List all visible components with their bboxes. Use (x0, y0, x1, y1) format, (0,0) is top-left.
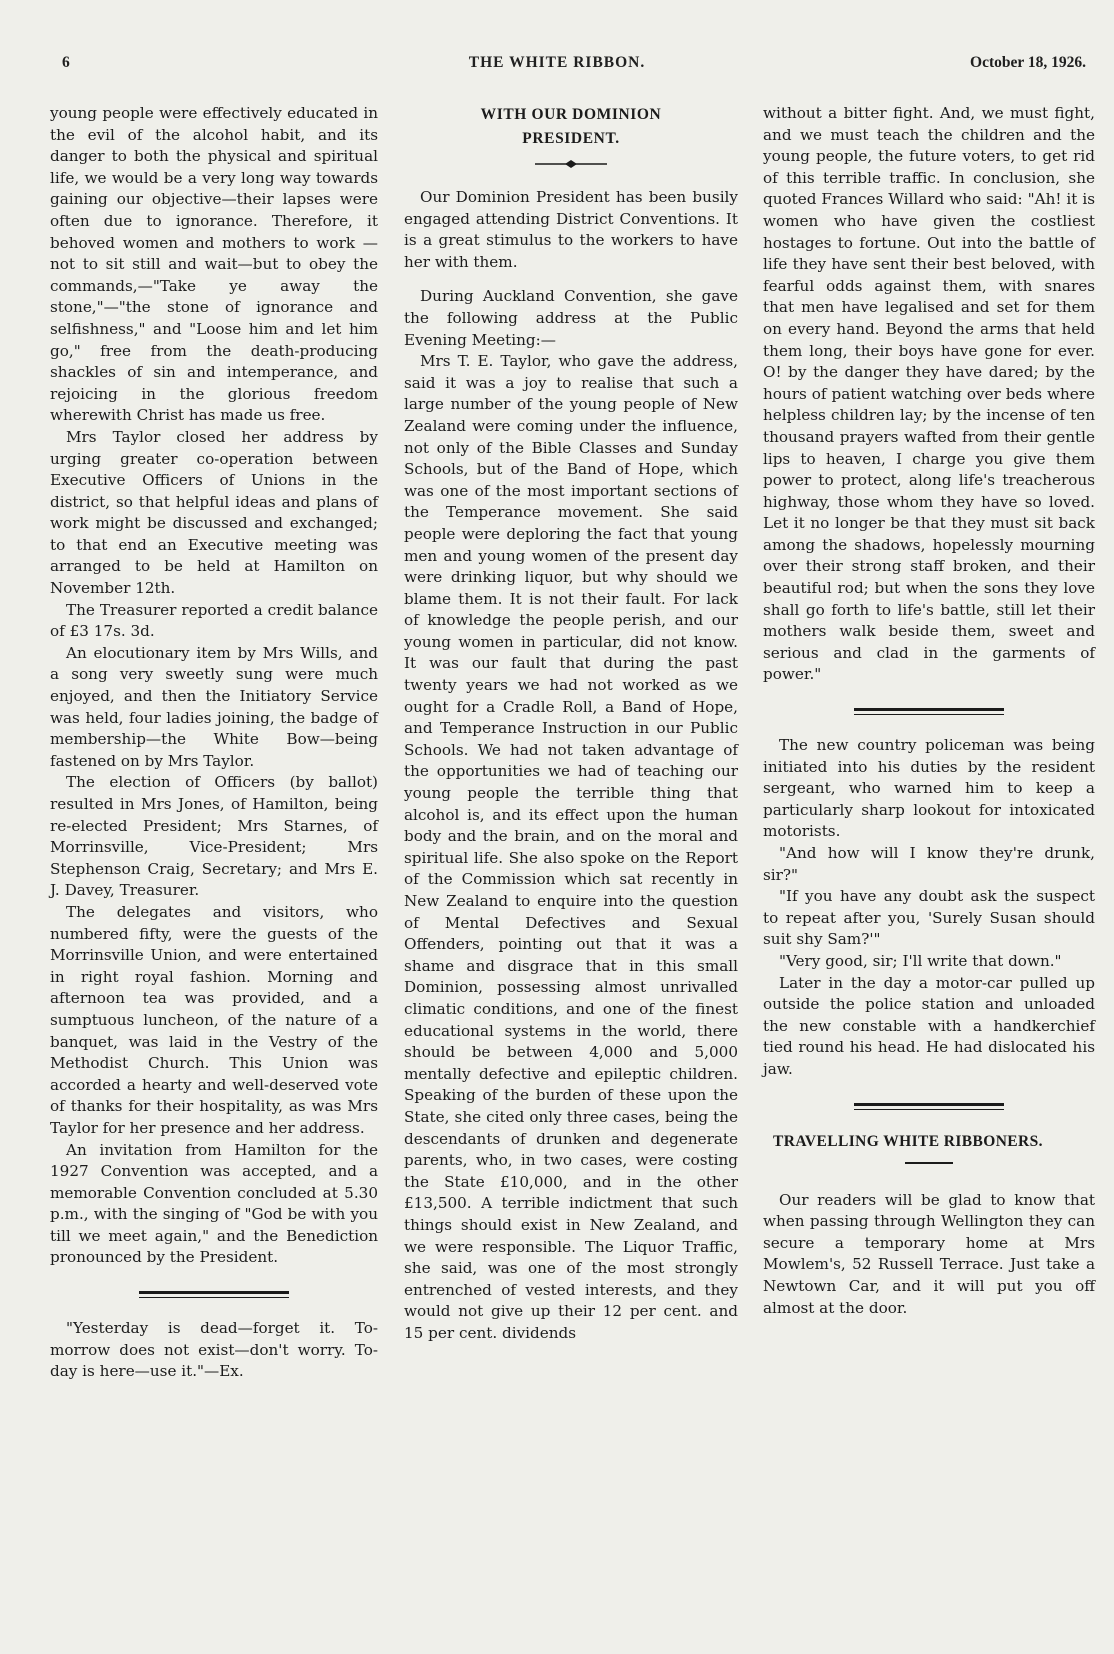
article-heading (404, 103, 738, 151)
page-header (0, 54, 1114, 80)
paragraph: During Auckland Convention, she gave the following address at the Public Evening Meeting:— (404, 287, 738, 349)
heading-line: PRESIDENT. (522, 130, 620, 147)
journal-title: THE WHITE RIBBON. (468, 54, 646, 71)
paragraph: An invitation from Hamilton for the 1927 Convention was accepted, and a memorable Convention concluded at 5.30 p.m., with the singing of "God be with you till we meet again," and the Benediction pronounced by the President. (50, 1140, 378, 1267)
paragraph: without a bitter fight. And, we must fight, and we must teach the children and the young people, the future voters, to get rid of this terrible traffic. In conclusion, she quoted Frances Willard who said: "Ah! it is women who have given the costliest hostages to fortune. Out into the battle of life they have sent their best beloved, with fearful odds against them, with snares that men have legalised and set for them on every hand. Beyond the arms that held them long, their boys have gone for ever. O! by the danger they have dared; by the hours of patient watching over beds where helpless children lay; by the incense of ten thousand prayers wafted from their gentle lips to heaven, I charge you give them power to protect, along life's treacherous highway, those whom they have so loved. Let it no longer be that they must sit back among the shadows, hopelessly mourning over their strong staff broken, and their beautiful rod; but when the sons they love shall go forth to life's battle, still let their mothers walk beside them, sweet and serious and clad in the garments of power." (763, 104, 1095, 684)
issue-date: October 18, 1926. (970, 54, 1086, 71)
column-1 (50, 103, 378, 1383)
paragraph: An elocutionary item by Mrs Wills, and a song very sweetly sung were much enjoyed, and then the Initiatory Service was held, four ladies joining, the badge of membership—the White Bow—being fastened on by Mrs Taylor. (50, 643, 378, 770)
anecdote-paragraph: "Very good, sir; I'll write that down." (779, 951, 1062, 970)
quote-filler: "Yesterday is dead—forget it. To-morrow does not exist—don't worry. To-day is here—use it."—Ex. (50, 1319, 378, 1381)
paragraph: young people were effectively educated in the evil of the alcohol habit, and its danger to both the physical and spiritual life, we would be a very long way towards gaining our objective—their lapses were often due to ignorance. Therefore, it behoved women and mothers to work —not to sit still and wait—but to obey the commands,—"Take ye away the stone,"—"the stone of ignorance and selfishness," and "Loose him and let him go," free from the death-producing shackles of sin and intemperance, and rejoicing in the glorious freedom wherewith Christ has made us free. (50, 104, 378, 425)
section-divider (854, 708, 1004, 711)
ornament-divider (531, 159, 611, 169)
section-divider (854, 1103, 1004, 1106)
travel-heading: TRAVELLING WHITE RIBBONERS. (773, 1132, 1043, 1150)
page-number: 6 (62, 54, 70, 71)
paragraph: Our Dominion President has been busily engaged attending District Conventions. It is a great stimulus to the workers to have her with them. (404, 188, 738, 271)
anecdote-paragraph: "And how will I know they're drunk, sir?" (763, 844, 1095, 884)
paragraph: Mrs T. E. Taylor, who gave the address, said it was a joy to realise that such a large number of the young people of New Zealand were coming under the influence, not only of the Bible Classes and Sunday Schools, but of the Band of Hope, which was one of the most important sections of the Temperance movement. She said people were deploring the fact that young men and young women of the present day were drinking liquor, but why should we blame them. It is not their fault. For lack of knowledge the people perish, and our young women in particular, did not know. It was our fault that during the past twenty years we had not worked as we ought for a Cradle Roll, a Band of Hope, and Temperance Instruction in our Public Schools. We had not taken advantage of the opportunities we had of teaching our young people the terrible thing that alcohol is, and its effect upon the human body and the brain, and on the moral and spiritual life. She also spoke on the Report of the Commission which sat recently in New Zealand to enquire into the question of Mental Defectives and Sexual Offenders, pointing out that it was a shame and disgrace that in this small Dominion, possessing almost unrivalled climatic conditions, and one of the finest educational systems in the world, there should be between 4,000 and 5,000 mentally defective and epileptic children. Speaking of the burden of these upon the State, she cited only three cases, being the descendants of drunken and degenerate parents, who, in two cases, were costing the State £10,000, and in the other £13,500. A terrible indictment that such things should exist in New Zealand, and we were responsible. The Liquor Traffic, she said, was one of the most strongly entrenched of vested interests, and they would not give up their 12 per cent. and 15 per cent. dividends (404, 352, 738, 1342)
anecdote-paragraph: Later in the day a motor-car pulled up outside the police station and unloaded the new constable with a handkerchief tied round his head. He had dislocated his jaw. (763, 973, 1095, 1078)
paragraph: The election of Officers (by ballot) resulted in Mrs Jones, of Hamilton, being re-elected President; Mrs Starnes, of Morrinsville, Vice-President; Mrs Stephenson Craig, Secretary; and Mrs E. J. Davey, Treasurer. (50, 773, 378, 900)
column-2 (404, 103, 738, 1344)
section-divider (139, 1291, 289, 1294)
anecdote-paragraph: The new country policeman was being initiated into his duties by the resident sergeant, who warned him to keep a particularly sharp lookout for intoxicated motorists. (763, 736, 1095, 841)
paragraph: Mrs Taylor closed her address by urging greater co-operation between Executive Officers of Unions in the district, so that helpful ideas and plans of work might be discussed and exchanged; to that end an Executive meeting was arranged to be held at Hamilton on November 12th. (50, 427, 378, 598)
short-rule (905, 1162, 953, 1164)
paragraph: The Treasurer reported a credit balance of £3 17s. 3d. (50, 600, 378, 641)
paragraph: Our readers will be glad to know that when passing through Wellington they can secure a temporary home at Mrs Mowlem's, 52 Russell Terrace. Just take a Newtown Car, and it will put you off almost at the door. (763, 1190, 1095, 1317)
heading-line: WITH OUR DOMINION (480, 106, 662, 123)
paragraph: The delegates and visitors, who numbered fifty, were the guests of the Morrinsville Union, and were entertained in right royal fashion. Morning and afternoon tea was provided, and a sumptuous luncheon, of the nature of a banquet, was laid in the Vestry of the Methodist Church. This Union was accorded a hearty and well-deserved vote of thanks for their hospitality, as was Mrs Taylor for her presence and her address. (50, 902, 378, 1137)
anecdote-paragraph: "If you have any doubt ask the suspect to repeat after you, 'Surely Susan should suit shy Sam?'" (763, 887, 1095, 949)
column-3 (763, 103, 1095, 1319)
